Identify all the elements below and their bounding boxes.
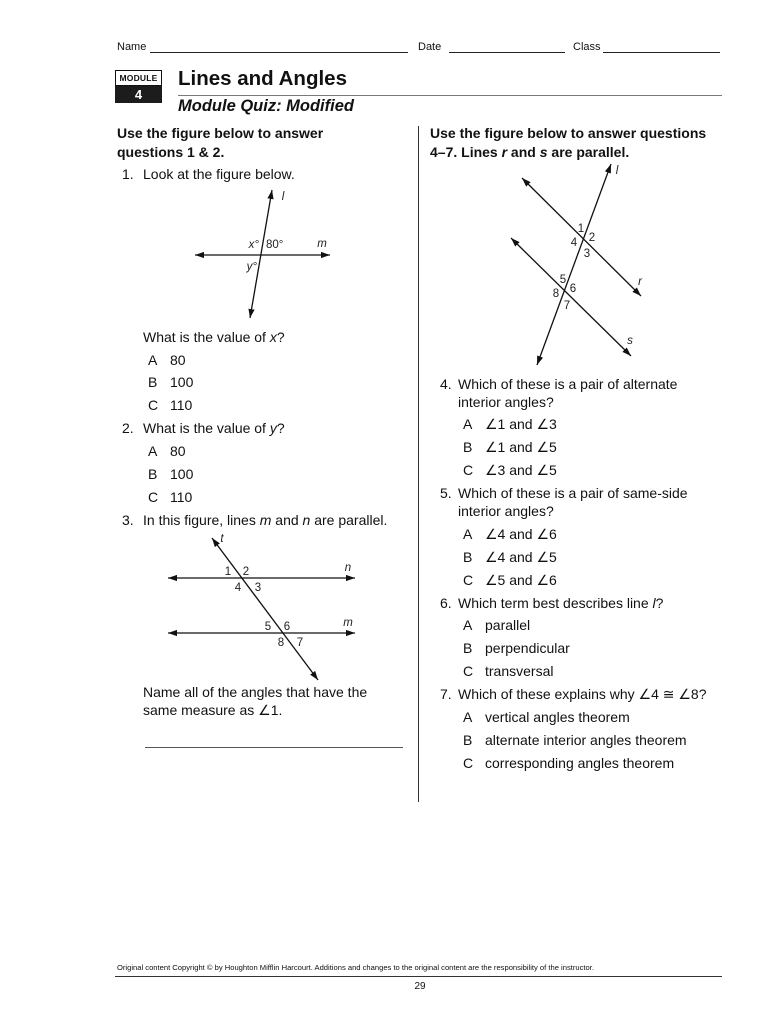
choice-text: ∠1 and ∠3 [485, 416, 557, 432]
choice-5b [463, 549, 557, 565]
choice-4a [463, 416, 557, 432]
variable-m: m [259, 512, 272, 528]
right-instructions-line-1: Use the figure below to answer questions [430, 125, 707, 141]
choice-letter: B [463, 640, 473, 656]
class-label: Class [573, 41, 601, 53]
name-label: Name [117, 41, 147, 53]
question-1-prompt [143, 329, 285, 345]
choice-letter: C [463, 572, 474, 588]
question-3-prompt [143, 512, 387, 528]
module-number: 4 [115, 86, 162, 103]
question-7-number: 7. [440, 686, 452, 702]
angle-4-label: 4 [570, 237, 578, 249]
question-5-number: 5. [440, 485, 452, 501]
question-2-prompt [143, 420, 285, 436]
choice-letter: A [463, 617, 473, 633]
line-m-label: m [343, 617, 353, 629]
figure-2 [500, 160, 660, 372]
variable-l: l [652, 595, 656, 611]
page-title: Lines and Angles [178, 67, 347, 90]
line-l-label: l [281, 191, 285, 203]
choice-6c [463, 663, 553, 679]
instruction-text: are parallel. [547, 144, 630, 160]
class-field[interactable] [603, 52, 720, 53]
angle-2-label: 2 [242, 566, 250, 578]
left-instructions-line-1: Use the figure below to answer [117, 125, 324, 141]
line-m-label: m [317, 238, 327, 250]
choice-text: alternate interior angles theorem [485, 732, 687, 748]
choice-text: 110 [170, 489, 193, 505]
date-field[interactable] [449, 52, 565, 53]
date-label: Date [418, 41, 442, 53]
line-r-label: r [638, 276, 642, 288]
choice-2a [148, 443, 186, 459]
figure-1 [190, 182, 340, 324]
angle-7-label: 7 [296, 637, 304, 649]
line-l [537, 164, 611, 365]
question-5-prompt-line-1: Which of these is a pair of same-side [458, 485, 688, 501]
prompt-text: Which term best describes line [458, 595, 653, 611]
prompt-text: What is the value of [143, 329, 270, 345]
page-number: 29 [414, 981, 426, 992]
right-instructions-line-2 [430, 144, 629, 160]
column-divider [418, 126, 419, 802]
choice-letter: B [463, 732, 473, 748]
line-s-label: s [627, 335, 633, 347]
choice-2b [148, 466, 193, 482]
choice-letter: A [463, 709, 473, 725]
choice-text: ∠4 and ∠6 [485, 526, 557, 542]
copyright-notice: Original content Copyright © by Houghton Mifflin Harcourt. Additions and changes to the original content are the responsibility of the instructor. [117, 963, 594, 972]
choice-text: transversal [485, 663, 554, 679]
choice-letter: C [463, 755, 474, 771]
choice-letter: A [463, 416, 473, 432]
angle-6-label: 6 [569, 283, 577, 295]
prompt-text: are parallel. [310, 512, 388, 528]
question-1-number: 1. [122, 166, 134, 182]
angle-5-label: 5 [559, 274, 567, 286]
line-n-label: n [344, 562, 352, 574]
prompt-text: ? [276, 329, 285, 345]
question-1-text: Look at the figure below. [143, 166, 295, 182]
line-t-label: t [220, 533, 224, 545]
variable-x: x [269, 329, 277, 345]
figure-3 [160, 530, 370, 690]
choice-text: parallel [485, 617, 531, 633]
choice-letter: A [148, 443, 158, 459]
module-badge [115, 70, 162, 103]
prompt-text: In this figure, lines [143, 512, 260, 528]
question-3-answer-line[interactable] [145, 747, 403, 748]
instruction-text: 4–7. Lines [430, 144, 502, 160]
choice-letter: C [463, 663, 474, 679]
choice-text: ∠5 and ∠6 [485, 572, 557, 588]
question-4-prompt-line-2: interior angles? [458, 394, 554, 410]
choice-7b [463, 732, 687, 748]
choice-6b [463, 640, 570, 656]
angle-x-label: x° [248, 239, 259, 251]
question-5-prompt-line-2: interior angles? [458, 503, 554, 519]
angle-7-label: 7 [563, 300, 571, 312]
line-s [511, 238, 631, 356]
left-instructions-line-2: questions 1 & 2. [117, 144, 225, 160]
choice-5a [463, 526, 557, 542]
angle-3-label: 3 [254, 582, 262, 594]
instruction-text: and [507, 144, 540, 160]
choice-text: 80 [170, 352, 186, 368]
footer-rule [115, 976, 722, 977]
variable-r: r [501, 144, 508, 160]
choice-letter: B [148, 466, 158, 482]
choice-letter: A [463, 526, 473, 542]
choice-7c [463, 755, 674, 771]
angle-1-label: 1 [224, 566, 232, 578]
angle-3-label: 3 [583, 248, 591, 260]
choice-text: corresponding angles theorem [485, 755, 675, 771]
choice-letter: C [148, 397, 159, 413]
line-l [250, 190, 272, 318]
choice-7a [463, 709, 630, 725]
angle-6-label: 6 [283, 621, 291, 633]
choice-text: ∠1 and ∠5 [485, 439, 557, 455]
choice-text: 110 [170, 397, 193, 413]
variable-y: y [269, 420, 277, 436]
choice-text: vertical angles theorem [485, 709, 630, 725]
choice-letter: C [463, 462, 474, 478]
choice-text: perpendicular [485, 640, 570, 656]
question-3-task-line-1: Name all of the angles that have the [143, 684, 368, 700]
choice-5c [463, 572, 557, 588]
line-r [522, 178, 641, 296]
question-3-task-line-2: same measure as ∠1. [143, 702, 283, 718]
choice-1b [148, 374, 193, 390]
line-t [212, 538, 318, 680]
choice-letter: A [148, 352, 158, 368]
choice-text: 100 [170, 466, 194, 482]
angle-2-label: 2 [588, 232, 596, 244]
question-6-prompt [458, 595, 663, 611]
angle-4-label: 4 [234, 582, 242, 594]
question-3-number: 3. [122, 512, 134, 528]
angle-y-label: y° [246, 261, 257, 273]
name-field[interactable] [150, 52, 408, 53]
prompt-text: What is the value of [143, 420, 270, 436]
choice-text: 100 [170, 374, 194, 390]
module-badge-label: MODULE [115, 70, 162, 86]
choice-4b [463, 439, 557, 455]
question-6-number: 6. [440, 595, 452, 611]
choice-4c [463, 462, 557, 478]
choice-letter: C [148, 489, 159, 505]
choice-text: ∠3 and ∠5 [485, 462, 557, 478]
angle-8-label: 8 [552, 288, 560, 300]
angle-80-label: 80° [266, 239, 284, 251]
variable-s: s [539, 144, 548, 160]
choice-2c [148, 489, 192, 505]
prompt-text: ? [276, 420, 285, 436]
prompt-text: and [271, 512, 303, 528]
choice-6a [463, 617, 530, 633]
question-7-prompt: Which of these explains why ∠4 ≅ ∠8? [458, 686, 707, 702]
choice-letter: B [463, 549, 473, 565]
question-4-prompt-line-1: Which of these is a pair of alternate [458, 376, 678, 392]
choice-1c [148, 397, 192, 413]
prompt-text: ? [655, 595, 664, 611]
choice-letter: B [463, 439, 473, 455]
choice-text: 80 [170, 443, 186, 459]
variable-n: n [302, 512, 311, 528]
angle-8-label: 8 [277, 637, 285, 649]
choice-1a [148, 352, 186, 368]
choice-letter: B [148, 374, 158, 390]
page-subtitle: Module Quiz: Modified [178, 97, 354, 115]
choice-text: ∠4 and ∠5 [485, 549, 557, 565]
line-l-label: l [615, 165, 619, 177]
question-4-number: 4. [440, 376, 452, 392]
question-2-number: 2. [122, 420, 134, 436]
angle-1-label: 1 [577, 223, 585, 235]
angle-5-label: 5 [264, 621, 272, 633]
